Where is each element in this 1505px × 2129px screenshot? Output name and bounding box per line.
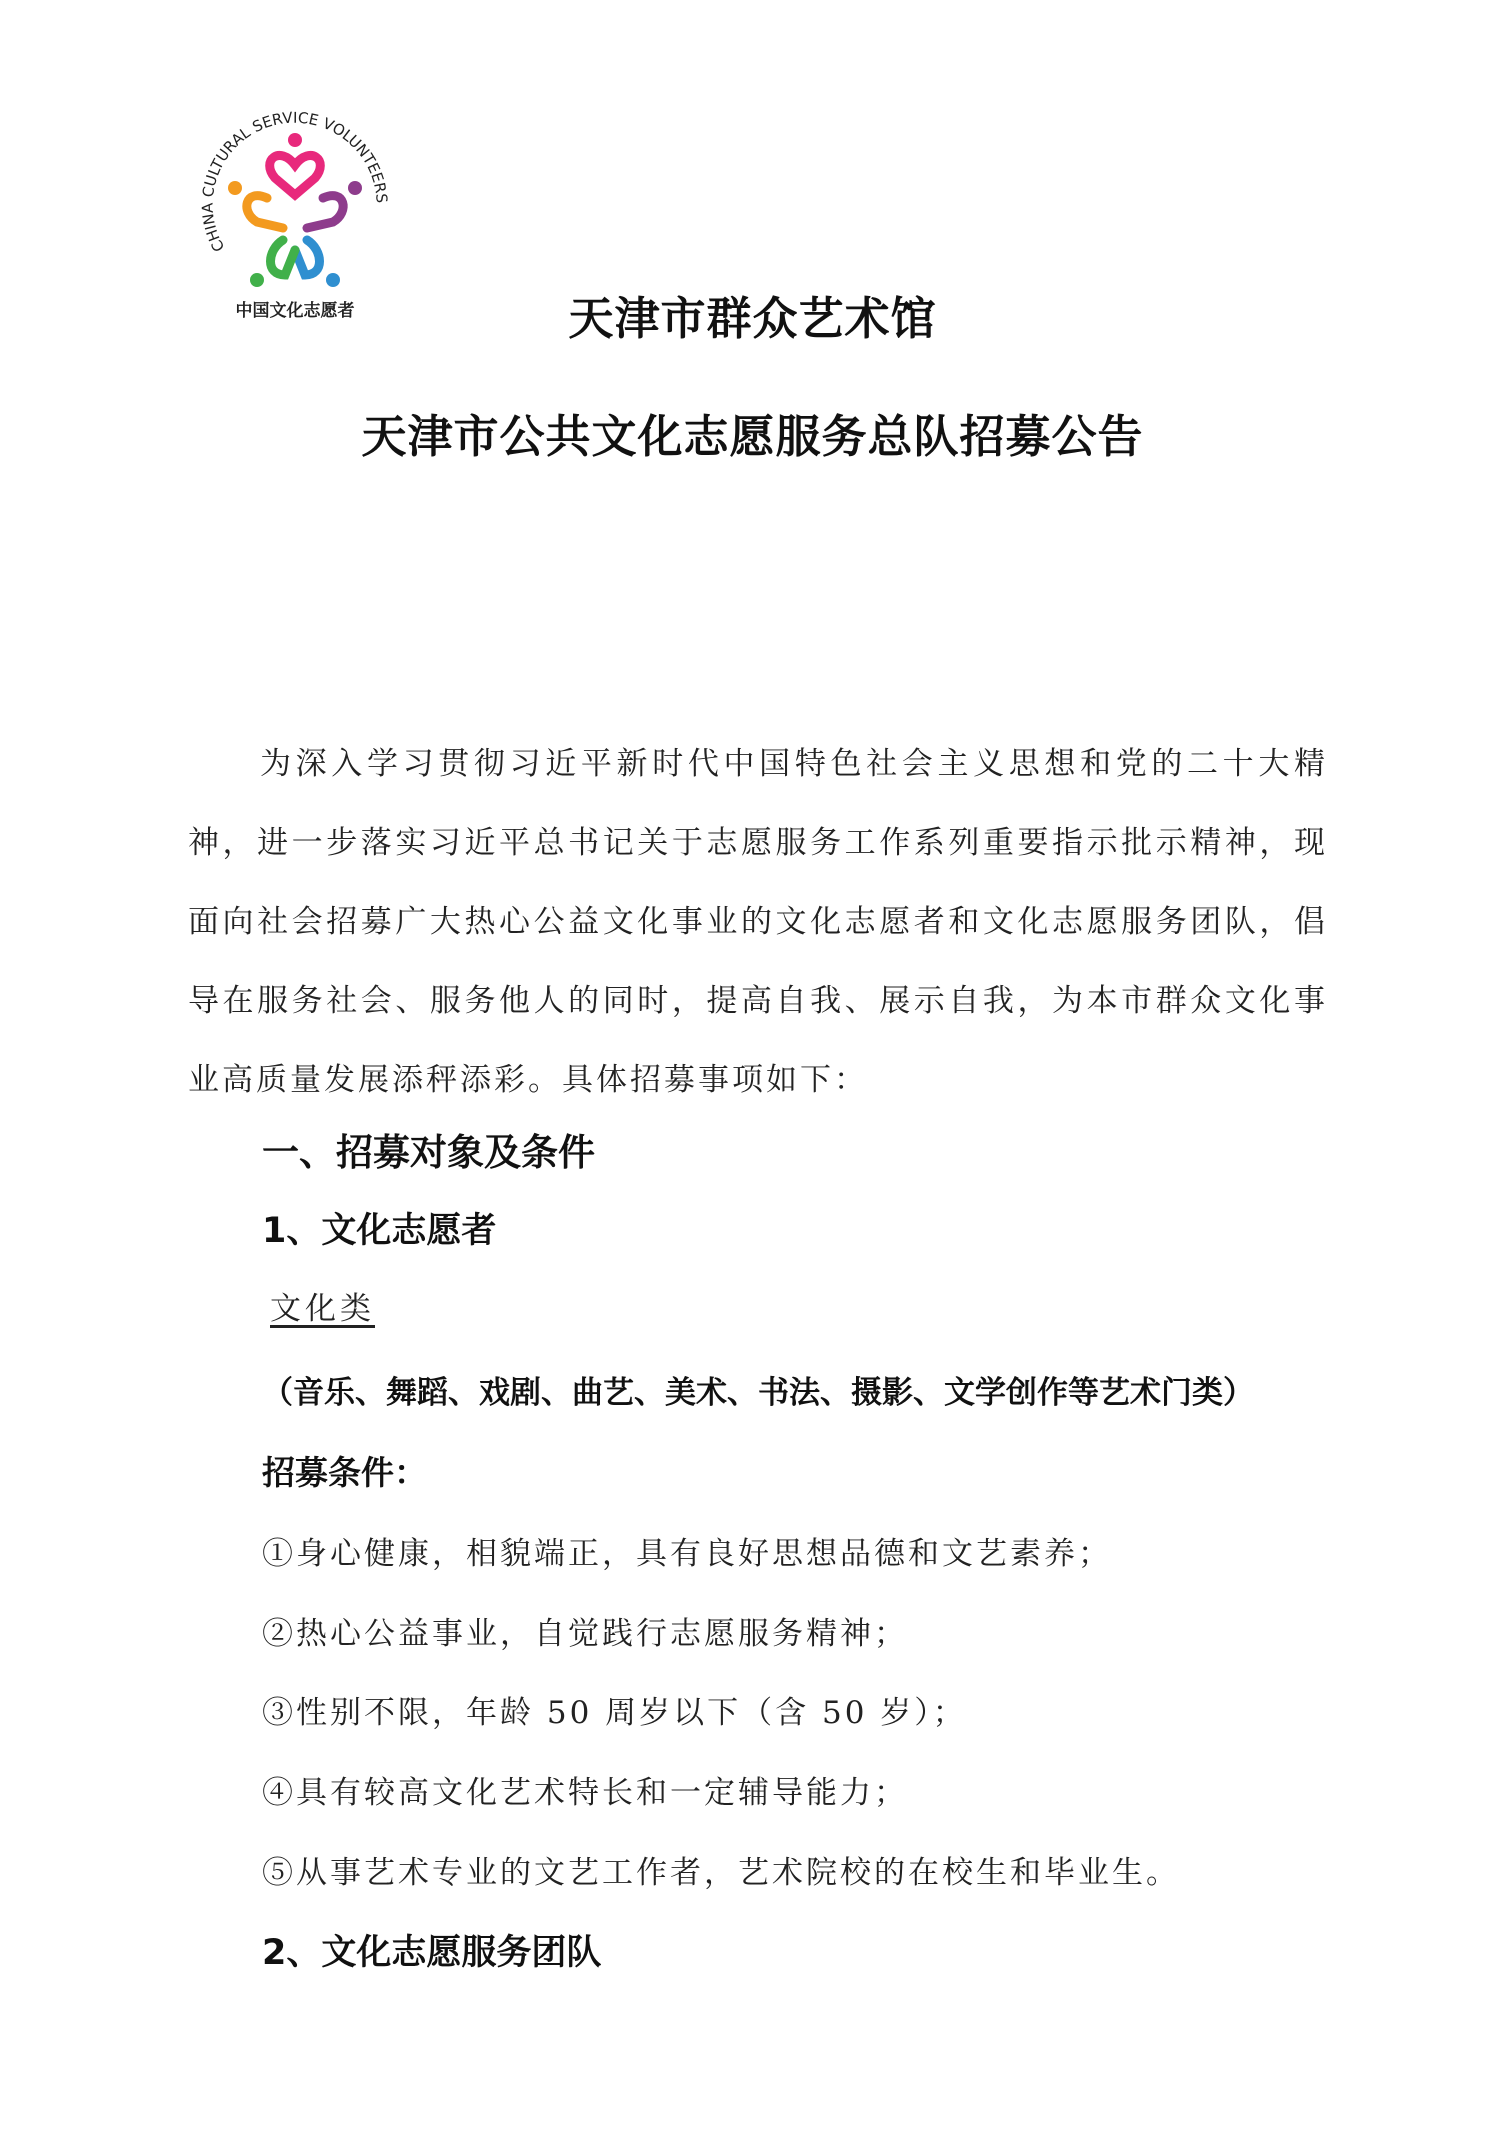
category-text: 文化类	[270, 1291, 375, 1327]
logo-bottom-text: 中国文化志愿者	[235, 301, 355, 321]
condition-item: ②热心公益事业，自觉践行志愿服务精神；	[262, 1616, 908, 1652]
org-title: 天津市群众艺术馆	[568, 292, 937, 345]
section-heading-1: 一、招募对象及条件	[262, 1131, 595, 1174]
condition-item: ①身心健康，相貌端正，具有良好思想品德和文艺素养；	[262, 1536, 1112, 1572]
conditions-heading: 招募条件：	[262, 1453, 427, 1492]
condition-item: ⑤从事艺术专业的文艺工作者，艺术院校的在校生和毕业生。	[262, 1855, 1180, 1891]
logo-arc-text: CHINA CULTURAL SERVICE VOLUNTEERS	[198, 110, 391, 255]
sub-heading-teams: 2、文化志愿服务团队	[262, 1933, 602, 1973]
condition-item: ④具有较高文化艺术特长和一定辅导能力；	[262, 1775, 908, 1811]
category-label	[270, 1283, 375, 1328]
heart-figures-icon	[228, 133, 362, 287]
sub-heading-volunteers: 1、文化志愿者	[262, 1211, 497, 1251]
announcement-title: 天津市公共文化志愿服务总队招募公告	[361, 410, 1144, 463]
intro-paragraph: 为深入学习贯彻习近平新时代中国特色社会主义思想和党的二十大精神，进一步落实习近平总书记关于志愿服务工作系列重要指示批示精神，现面向社会招募广大热心公益文化事业的文化志愿者和文化志愿服务团队，倡导在服务社会、服务他人的同时，提高自我、展示自我，为本市群众文化事业高质量发展添秤添彩。具体招募事项如下：	[188, 746, 1328, 1098]
condition-item: ③性别不限，年龄 50 周岁以下（含 50 岁）；	[262, 1695, 967, 1731]
category-note: （音乐、舞蹈、戏剧、曲艺、美术、书法、摄影、文学创作等艺术门类）	[262, 1375, 1254, 1411]
